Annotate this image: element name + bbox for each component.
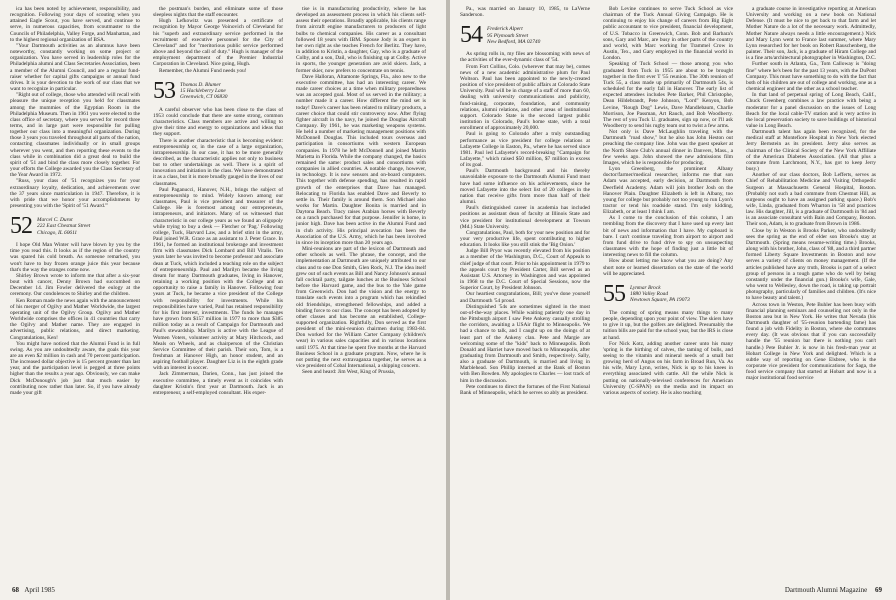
address-line: Frederick Alpert: [487, 26, 523, 33]
class-secretary-address: [180, 80, 227, 101]
address-line: Lynmar Brock: [630, 284, 661, 291]
class-heading: [10, 213, 140, 240]
column-paragraph: Further south in Atlanta, Ga., Tom Calloway is "doing fine" where he's been for the past 13 years, with the DuPont Company. This must have something to do with the fact that both of his children are out of college and working, one as a chemical engineer and the other as a school teacher.: [746, 61, 876, 93]
column-paragraph: Remember, the Alumni Fund needs you!: [159, 67, 247, 74]
class-year-number: 52: [10, 213, 32, 240]
column-paragraph: Lyon Greenberg, the prominent Albany doctor/farmer/medical researcher, informs me that son Adam was accepted, early decision, at Dartmouth from Deerfield Academy. Adam will join brother Josh on the Hanover Plain. Daughter Elizabeth is left in Albany, too young for college but probably not too young to run Lyon's tractor or tend his roadside stand. I'm only kidding, Elizabeth, or at least I think I am.: [603, 166, 733, 216]
address-line: Chicago, IL 60611: [37, 229, 78, 236]
right-page: [450, 0, 896, 600]
issue-date: April 1985: [24, 586, 55, 594]
address-line: Marcel C. Durot: [37, 217, 73, 224]
column-paragraph: Jack Zimmerman, Darien, Conn., has just joined the executive committee, a timely event as it coincides with daughter Kristin's first year at Dartmouth. Jack is an entrepreneur, a self-employed consultant. His exper-: [153, 371, 283, 396]
left-page: [0, 0, 446, 600]
column-paragraph: "Russ, your class of '51 recognizes you for your extraordinary loyalty, dedication, and achievements over the 37 years since matriculation in 1947. Therefore, it is with pride that we honor your accomplishments by presenting you with the 'Spirit of '51 Award.'": [10, 178, 140, 209]
column-paragraph: There is another characteristic that is becoming evident: entrepreneurship or, in the case of a large organization, intrapreneurship. In our case, it has to be more generally described, as the characteristic applies not only to business but to other undertakings as well. There is a spirit of innovation and initiation in the class. We have demonstrated it as a class, but it is more broadly gauged in the lives of our classmates.: [153, 137, 283, 187]
right-column-1: [460, 6, 590, 580]
right-column-3: [746, 6, 876, 580]
left-footer: [12, 586, 55, 594]
column-paragraph: ica has been noted by achievement, responsibility, and recognition. Following your days of scouting when you attained Eagle Scout, you have served, and continue to serve, in numerous capacities, from scoutmaster to the Councils of Philadelphia, Valley Forge, and Manhattan, and to the highest regional organization of BSA.: [10, 6, 140, 43]
class-heading: [153, 77, 283, 104]
class-year-number: 53: [153, 77, 175, 104]
class-year-number: 55: [603, 280, 625, 307]
column-paragraph: Ken Roman made the news again with the announcement of his merger of Ogilvy and Mather Worldwide, the largest operating unit of the Ogilvy Group. Ogilvy and Mather Worldwide comprises the offices in 41 countries that carry the Ogilvy and Mather name. They are engaged in advertising, public relations, and direct marketing. Congratulations, Ken!: [10, 297, 140, 341]
column-paragraph: Distinguished '54s are sometimes sighted in the most out-of-the-way places. While waiting patiently one day in the Pittsburgh airport I saw Pete Ankeny casually strolling the corridors, awaiting a USAir flight to Minneapolis. We had a chance to talk, and I caught up on the doings of at least part of the Ankeny clan. Pete and Margie are welcoming some of the "kids" back to Minneapolis. Both Donald and Harriet have moved back to Minneapolis, after graduating from Dartmouth and Smith, respectively. Sally, also a graduate of Dartmouth, is married and living in Marblehead. Son Phillip interned at the Bank of Boston with Ben Bowden. My apologies to Charles — lost track of him in the discussion.: [460, 303, 590, 384]
column-paragraph: From Fort Collins, Colo. (wherever that may be), comes news of a new academic administrative plum for Paul Woltson. Paul has been appointed to the newly-created position of vice president of public affairs at Colorado State University. Paul will be in charge of a staff of more than 60, dealing with university communications and publicity, fund-raising, corporate, foundation, and community relations, alumni relations, and other areas of institutional support. Colorado State is the second largest public institution in Colorado, Paul's home state, with a total enrollment of approximately 20,000.: [460, 63, 590, 132]
right-footer: [785, 586, 882, 594]
column-paragraph: Paul Paganucci, Hanover, N.H., brings the subject of entrepreneurship to mind. Widely known among our classmates, Paul is vice president and treasurer of the College. He is foremost among our entrepreneurs, intrapreneurs, and initiators. Many of us witnessed that characteristic in our college years as we found an oligopoly while trying to buy a desk — Fletcher or 'Pag.' Following college, Tuck, Harvard Law, and a brief stint in the army, Paul joined W.R. Grace as an assistant to J. Peter Grace. In 1961, he formed an institutional brokerage and investment firm with classmates Dick Lombard and Bill Vitalis. Ten years later he was invited to become professor and associate dean at Tuck, which included a teaching role on the subject of entrepreneurship. Paul and Marilyn became the living dream for many Dartmouth graduates, living in Hanover, retaining a working position with the College and an opportunity to raise a family in Hanover. Following four years at Tuck, he became a vice president of the College with responsibility for investments. While his responsibilities have varied, Paul has retained responsibility for his first interest, investments. The funds he manages have grown from $157 million in 1977 to more than $385 million today as a result of Campaign for Dartmouth and Paul's stewardship. Marilyn is active with the League of Women Voters, volunteer activity at Mary Hitchcock, and Meals on Wheels, and as chairperson of the Christian Service Committee of their parish. Their son, Tom, is a freshman at Hanover High, an honor student, and an aspiring football player. Daughter Liz is in the eighth grade with an interest in soccer.: [153, 186, 283, 372]
column-paragraph: Mini-reunions are part of the lexicon of Dartmouth and other schools as well. The phrase, the concept, and the implementation at Dartmouth are uniquely attributed to our class and to one Don Smith, Glen Rock, N.J. The idea itself grew out of such events as Bill and Nancy Johnson's annual fall cocktail party, tailgate lunches at the Business School before the Harvard game, and the bus to the Yale game from Greenwich. Don had the vision and the energy to translate such events into a program which has rekindled old friendships, strengthened fellowships, and added a binding force to our class. The concept has been adopted by other classes and has become an established, College-supported organization. Rightfully, Don served as the first president of the mini-reunion chairmen during 1983-84. Don worked for the William Carter Company (children's wear) in various sales capacities and in various locations until 1975. At that time he spent five months at the Harvard Business School in a graduate program. Now, where he is not putting the next extravaganza together, he serves as a vice president of Cobal International, a shipping concern.: [296, 246, 426, 370]
column-paragraph: a graduate course in investigative reporting at American University and working on a new book on National Defense. (It must be nice to get back to that farm and let Mother Nature do a lot of the necessary work. Admittedly, Mother Nature always needs a little encouragement.) Nick and Mary Lynn went to France last summer, where Mary Lynn researched for her book on Robert Rauschenberg, the painter. Their son, Jack, is a graduate of Hiram College and is a fine arts/architectural photographer in Washington, D.C.: [746, 6, 876, 62]
column-paragraph: I hope Old Man Winter will have blown by you by the time you read this. It looks as if the region of the country was spared his cold breath. As someone remarked, you won't have to buy frozen orange juice this year because that's the way the oranges come now.: [10, 242, 140, 273]
magazine-name: Dartmouth Alumni Magazine: [784, 586, 868, 594]
address-line: 15 Hackleberry Lane: [180, 87, 226, 94]
column-paragraph: Close by in Weston is Brooks Parker, who undoubtedly sees the spring as the end of elder son Brooks's stay at Dartmouth. (Spring means resume-writing time.) Brooks, along with his brother, John, class of '88, and a third partner formed Liberty Square Investments in Boston and now serves a variety of clients on money management. (If the articles published have any truth, Brooks is part of a select group of persons in a tough game who do well by being constantly under the financial gun.) Brooks's wife, Gale, who went to Wellesley, down the road, is taking up portrait photography, particularly of families and children. (It's nice to have beauty and talent.): [746, 227, 876, 302]
left-column-1: [10, 6, 140, 580]
address-line: 95 Plymouth Street: [487, 32, 529, 39]
column-paragraph: Our heartiest congratulations, Bill; you've done yourself and Dartmouth '54 proud.: [460, 291, 590, 304]
address-line: Newtown Square, PA 19073: [630, 297, 690, 304]
column-paragraph: "Your Dartmouth activities as an alumnus have been noteworthy, constantly working on some project or organization. You have served in leadership roles for the Philadelphia alumni and Class Secretaries Association, been a member of the Alumni Council, and are a regular fund-raiser whether for capital gifts campaigns or annual fund drives. It is your devotion to the work of our class that we want to recognize in particular.: [10, 42, 140, 93]
class-secretary-address: [37, 215, 90, 236]
address-line: Thomas D. Blumer: [180, 81, 221, 88]
class-heading: [603, 280, 733, 307]
column-paragraph: Paul's distinguished career in academia has included positions as assistant dean of faculty at Illinois State and vice president for institutional development at Towson (Md.) State University.: [460, 205, 590, 230]
column-paragraph: tise is in manufacturing productivity, where he has developed an assessment process in which his clients self-assess their operations. Broadly applicable, his clients range from aircraft engine manufacturers to producers of light bulbs to chemical companies. His career as a consultant followed 18 years with IBM. Spouse Jody is an expert in her own right as she teaches French for Berlitz. They have, in addition to Kristin, a daughter, Gay, who is a graduate of Colby, and a son, Dail, who is finishing up at Colby. Active in sports, the younger generation are avid skiers. Jack, a former skier, now prefers to concentrate on tennis.: [296, 6, 426, 74]
class-secretary-address: [630, 283, 690, 304]
column-paragraph: The coming of spring means many things to many people, depending upon your point of view. The skiers have to give it up, but the golfers are delighted. Presumably the tuition bills are paid for the school year, but the IRS is close at hand.: [603, 309, 733, 341]
right-column-2: [603, 6, 733, 580]
class-secretary-address: [487, 24, 540, 45]
column-paragraph: How about letting me know what you are doing? Any short note or learned dissertation on the state of the world will be appreciated.: [603, 258, 733, 277]
address-line: 222 East Chestnut Street: [37, 223, 91, 230]
column-paragraph: Seen and heard: Jim West, King of Prussia,: [302, 369, 396, 376]
column-paragraph: Pete continues to direct the fortunes of the First National Bank of Minneapolis, which he serves so ably as president.: [460, 383, 590, 396]
column-paragraph: Dartmouth talent has again been recognized, for the medical staff at Montefiore Hospital in New York elected Jerry Bernstein as its president. Jerry also serves as chairman of the Clinical Society of the New York Affiliate of the American Diabetes Association. (All that plus a commute from Larchmont, N.Y., has got to keep Jerry busy.): [746, 129, 876, 173]
column-paragraph: Congratulations, Paul, both for your new position and for your very productive life, spent contributing to higher education. It looks like you still stink the 'Big Onion.': [460, 229, 590, 249]
column-paragraph: Paul is going to Colorado after a truly outstanding performance as vice president for college relations at Lafayette College in Easton, Pa., where he has served since 1981. Paul led Lafayette's record-breaking "Campaign for Lafayette," which raised $50 million, $7 million in excess of its goal.: [460, 131, 590, 169]
address-line: 1880 Valley Road: [630, 291, 669, 298]
column-paragraph: In that land of perpetual spring of Long Beach, Calif., Chuck Greenberg combines a law practice with being a moderator for a panel discussion on the issues of Long Beach for the local cable-TV station and is very active in the local preservation society to save buildings of historical value in Long Beach.: [746, 92, 876, 129]
column-paragraph: Bob Levine continues to serve Tuck School as vice chairman of the Tuck Annual Giving Campaign. He is continuing to enjoy his change of careers from Big Eight public accountant to vice president, financial development, of U.S. Tobacco in Greenwich, Conn. Bob and Barbara's sons, Gary and Marc, are busy in other parts of the country and world, with Marc working for Trammel Crow in Austin, Tex., and Gary employed in the financial world in London.: [603, 6, 733, 62]
column-paragraph: As spring rolls in, my files are blossoming with news of the activities of the ever-dynamic class of '54.: [460, 51, 590, 64]
column-paragraph: "Right out of college, those who attended will recall with pleasure the unique reception you held for classmates among the mummies of the Egyptian Room in the Philadelphia Museum. Then in 1961 you were elected to the class office of secretary, where you served for record three terms, and in large part were responsible for pulling together our class into a meaningful organization. During those 3 years you traveled throughout all parts of the nation, contacting classmates individually or in small groups wherever you went, and then reporting these events to the class while in combination did a great deal to build the spirit of '51 and bind the class more closely together. For your efforts the College awarded you the Class Secretary of the Year Award in 1972.: [10, 92, 140, 179]
column-paragraph: You might have noticed that the Alumni Fund is in full swing. As you are undoubtedly aware, the goals this year are an even $2 million in cash and 70 percent participation. The increased dollar objective is 15 percent greater than last year, and the participation level is pegged at three points higher than the results a year ago. Obviously, we can make Dick McDonough's job just that much easier by contributing now rather than later. So, if you have already made your gift: [10, 340, 140, 396]
column-paragraph: A careful observer who has been close to the class of 1953 could conclude that there are some strong, common characteristics. Class members are active and willing to give their time and energy to organizations and ideas that they support.: [153, 106, 283, 138]
column-paragraph: Judge Bill Pryor was recently elevated from his position as a member of the Washington, D.C., Court of Appeals to chief judge of that court. Prior to his appointment in 1979 to the appeals court by President Carter, Bill served as an Assistant U.S. Attorney in Washington and was appointed in 1968 to the D.C. Court of Special Sessions, now the Superior Court, by President Johnson.: [460, 248, 590, 292]
column-paragraph: Speaking of Tuck School — those among you who graduated from Tuck in 1955 are about to be brought together in the first ever T '55 reunion. The 30th reunion of Tuck 55, a class made up primarily of Dartmouth 54s, is scheduled for the early fall in Hanover. The early list of expected attendees includes Pete Barker, Phil Christophe, Dean Hildebrandt, Pete Johnson, "Lord" Kenyon, Bob Levine, "Rough Dog" Lewis, Dave Mandlebaum, Charlie Morrison, Joe Passman, Art Rauch, and Bob Woodberry. The rest of you Tuck U. graduates, sign up now, or I'll ask Woodberry to send his rugby team out to twist a few arms.: [603, 61, 733, 129]
column-paragraph: Dave Halloran, Altamonte Springs, Fla., also new to the executive committee, has had an interesting career. We made career choices at a time when military preparedness was an accepted goal. Most of us served in the military; a number made it a career. How different the mind set is today! Dave's career has been related to military products, a career choice that could stir controversy now. After flying fighter aircraft in the navy, he joined the Douglas Aircraft Company. By 1961, he was marketing weapons systems. He held a number of marketing management positions with McDonnell Douglas. This included tours overseas and participation in consortiums with western European companies. In 1978 he left McDonnell and joined Martin Marietta in Florida. While the company changed, the basics remained the same: product sales and consortiums with companies in allied countries. A notable change, however, in technology. It is now sensors and on-board computers. This together with defense spending, has resulted in rapid growth of the enterprises that Dave has managed. Relocating to Florida has enabled Dave and Beverly to settle in. Their family is around them. Son Michael also works for Martin. Daughter Bonita is married and in Daytona Beach. Tracy raises Arabian horses with Beverly on a ranch purchased for that purpose. Jennifer is home, in junior high. Dave has been active in the Alumni Fund and in club activity. His principal avocation has been the Association of the U.S. Army, which he has been involved in since its inception more than 20 years ago.: [296, 73, 426, 246]
class-year-number: 54: [460, 22, 482, 49]
page-number: 69: [875, 586, 882, 594]
column-paragraph: For Nick Kotz, adding another career unto his many 'spring is the birthing of calves, the taming of bulls, and seeing to the vitamin and mineral needs of a small but growing herd of Angus on his farm in Broad Run, Va. As his wife, Mary Lynn, writes, Nick is up to his knees in everything associated with cattle. All the while Nick is putting on nationally-televised conferences for American University (C-SPAN) on the media and its impact on various aspects of society. He is also teaching: [603, 340, 733, 396]
column-paragraph: As I come to the conclusion of this column, I am trembling from the discovery that I have used up every last bit of news and information that I have. My cupboard is bare. I can't continue traveling from airport to airport and from fund drive to fund drive to spy on unsuspecting classmates with the hope of finding just a little bit of interesting news to fill the column.: [603, 215, 733, 259]
column-paragraph: Pa., was married on January 10, 1985, to LaVerne Sanderson.: [460, 6, 590, 19]
column-paragraph: Not only is Dave McLaughlin traveling with the Dartmouth "road show," but he also has John Heston out preaching the company line. John was the guest speaker at the North Shore Club's annual dinner in Danvers, Mass., a few weeks ago. John showed the new admissions film Images, which he is responsible for producing.: [603, 129, 733, 166]
column-paragraph: Another of our class doctors, Bob Lefferts, serves as Chief of Rehabilitation Medicine and Visiting Orthopedic Surgeon at Massachusetts General Hospital, Boston. (Probably not such a bad commute from Chestnut Hill, as surgeons ought to have an assigned parking space.) Bob's wife, Linda, graduated from Wharton in '58 and practices law. His daughter, Jill, is a graduate of Dartmouth in '84 and is an associate consultant with Bain and Company, Boston. Their son, Adam, is to graduate from Brown in 1986.: [746, 172, 876, 228]
left-column-2: [153, 6, 283, 580]
page-number: 68: [12, 586, 19, 594]
left-column-3: [296, 6, 426, 580]
column-paragraph: Across town in Weston, Pete Buhler has been busy with financial planning seminars and counseling not only in the Boston area but in New York. He writes that Nevada (his Dartmouth daughter of '55-reunion bartending fame) has found a job with Fidelity in Boston, where she commutes every day. (It was obvious that if you can successfully handle the '55 reunion bar there is nothing you can't handle.) Pete Buhler Jr. is now in his fresh-man year at Hobart College in New York and delighted. Which is a subtle way of reporting on Gene Elsbree, who is the corporate vice president for communications for Saga, the food service company that started at Hobart and now is a major institutional food service: [746, 301, 876, 382]
column-paragraph: Hugh Lefkowitz was presented a certificate of recognition by Mayor George Voinovich of Cleveland for his "superb and extraordinary service performed in the recruitment of executive personnel for the City of Cleveland" and for "meritorious public service performed above and beyond the call of duty." Hugh is manager of the employment department of the Premier Industrial Corporation in Cleveland. Nice going, Hugh.: [153, 18, 283, 68]
address-line: Greenwich, CT 06830: [180, 94, 228, 101]
column-paragraph: the postman's burden, and eliminate some of those sleepless nights that the staff encounter.: [153, 6, 283, 19]
class-heading: [460, 22, 590, 49]
column-paragraph: Paul's Dartmouth background and his thereby unavoidable exposure to the Dartmouth Alumni Fund must have had some influence on his achievements, since he moved Lafayette into the select list of 20 colleges in the nation that receive gifts from more than half of their alumni.: [460, 168, 590, 206]
column-paragraph: Shirley Brown wrote to inform me that after a six-year bout with cancer, Denny Brown had succumbed on December 14. Jim Fowler delivered the eulogy at the ceremony. Our condolences to Shirley and the children.: [10, 272, 140, 298]
address-line: New Bedford, MA 02740: [487, 38, 541, 45]
